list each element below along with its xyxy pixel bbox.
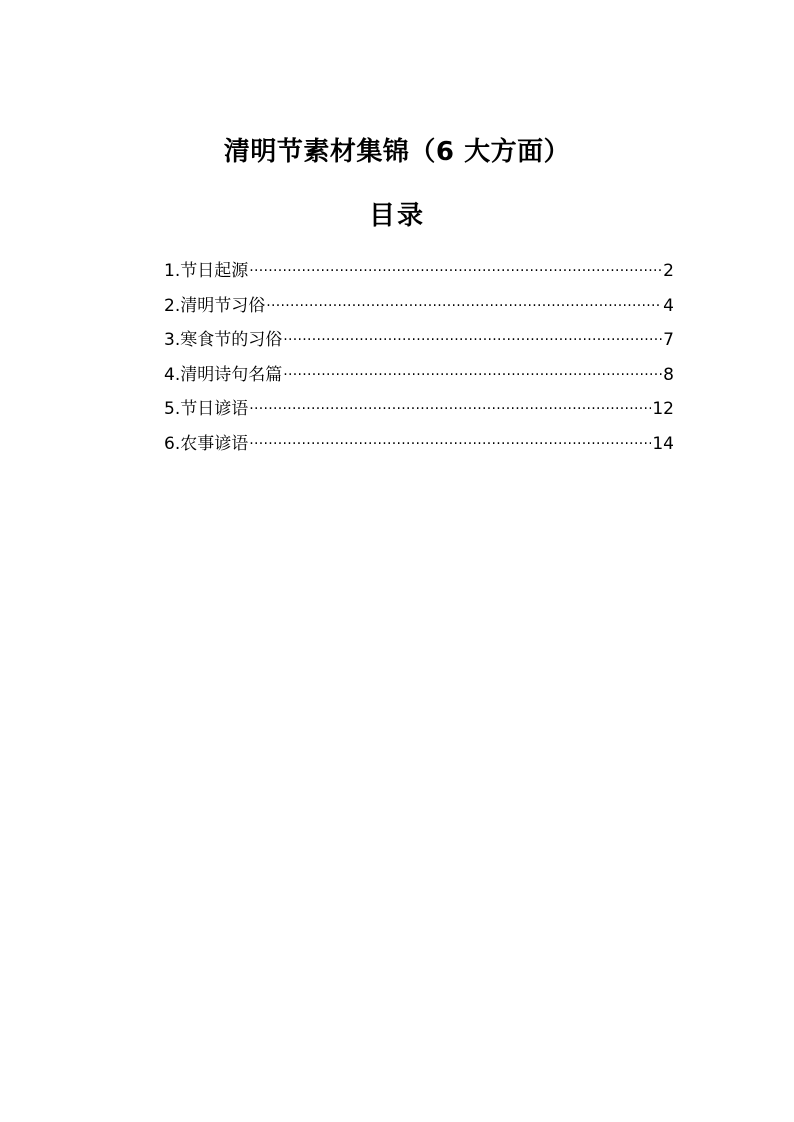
toc-entry-6[interactable] bbox=[164, 423, 674, 458]
toc-entry-page: 2 bbox=[663, 261, 674, 281]
toc-entry-label: 4.清明诗句名篇 bbox=[164, 364, 283, 385]
toc-entry-4[interactable] bbox=[164, 354, 674, 389]
toc-dot-leader bbox=[283, 354, 662, 380]
toc-dot-leader bbox=[266, 285, 662, 311]
toc-entry-label: 1.节日起源 bbox=[164, 261, 249, 281]
toc-entry-page: 7 bbox=[663, 330, 674, 350]
toc-entry-page: 8 bbox=[663, 364, 674, 385]
toc-entry-page: 12 bbox=[652, 399, 674, 419]
toc-dot-leader bbox=[283, 319, 662, 345]
toc-entry-label: 2.清明节习俗 bbox=[164, 295, 266, 316]
toc-dot-leader bbox=[249, 388, 651, 414]
toc-heading: 目录 bbox=[368, 201, 425, 231]
toc-entry-page: 14 bbox=[652, 433, 674, 454]
toc-entry-label: 3.寒食节的习俗 bbox=[164, 330, 283, 350]
toc-dot-leader bbox=[249, 423, 651, 449]
document-title: 清明节素材集锦（6 大方面） bbox=[223, 137, 571, 167]
toc-entry-label: 6.农事谚语 bbox=[164, 433, 249, 454]
toc-entry-page: 4 bbox=[663, 295, 674, 316]
toc-dot-leader bbox=[249, 250, 662, 276]
table-of-contents bbox=[164, 250, 674, 457]
toc-entry-2[interactable] bbox=[164, 285, 674, 320]
toc-entry-5[interactable] bbox=[164, 388, 674, 423]
toc-entry-label: 5.节日谚语 bbox=[164, 399, 249, 419]
toc-entry-1[interactable] bbox=[164, 250, 674, 285]
toc-entry-3[interactable] bbox=[164, 319, 674, 354]
